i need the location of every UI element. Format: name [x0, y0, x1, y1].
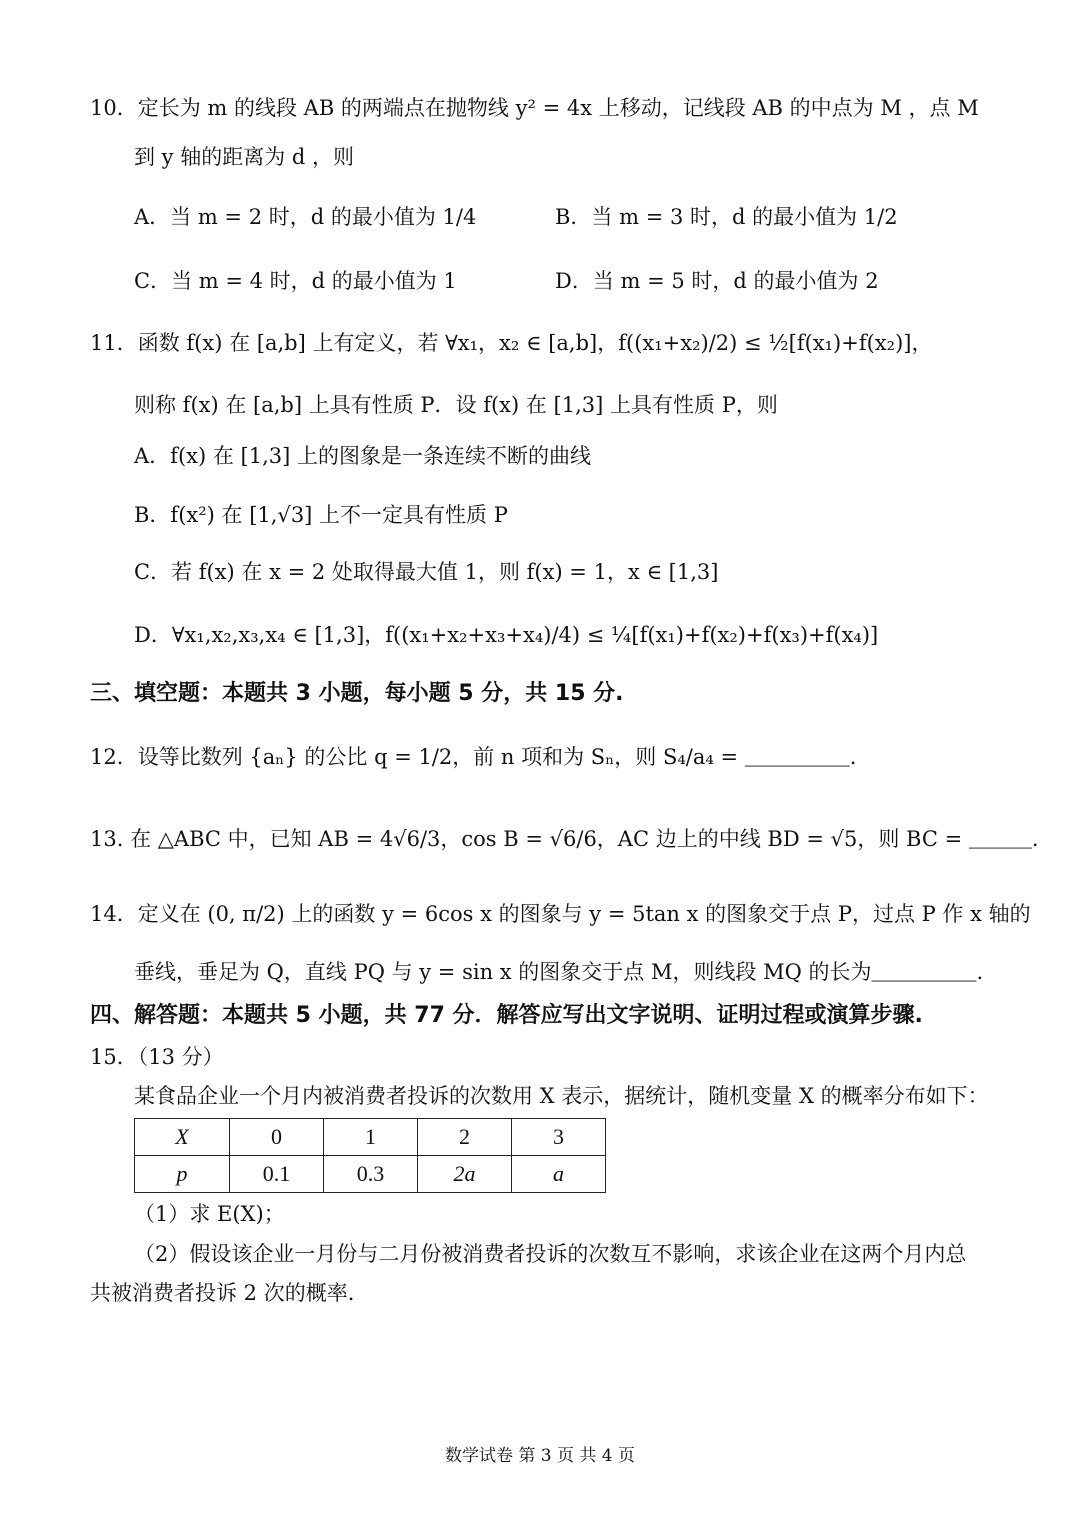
table-cell: p: [135, 1156, 230, 1193]
section-3-heading: 三、填空题：本题共 3 小题，每小题 5 分，共 15 分.: [90, 681, 624, 706]
q10-option-d: D．当 m = 5 时，d 的最小值为 2: [555, 269, 879, 293]
table-row: [135, 1119, 606, 1156]
q11-option-c: C．若 f(x) 在 x = 2 处取得最大值 1，则 f(x) = 1，x ∈ [1,3]: [134, 560, 719, 584]
q13-text: 13. 在 △ABC 中，已知 AB = 4√6/3，cos B = √6/6，AC 边上的中线 BD = √5，则 BC = ＿＿＿.: [90, 827, 1039, 851]
q11-stem-line-2: 则称 f(x) 在 [a,b] 上具有性质 P．设 f(x) 在 [1,3] 上具有性质 P，则: [134, 393, 778, 417]
q15-part-2-line-2: 共被消费者投诉 2 次的概率.: [90, 1281, 355, 1305]
table-cell: 2: [418, 1119, 512, 1156]
table-row: [135, 1156, 606, 1193]
q14-line-1: 14．定义在 (0, π/2) 上的函数 y = 6cos x 的图象与 y = 5tan x 的图象交于点 P，过点 P 作 x 轴的: [90, 902, 1031, 926]
q15-header: 15．（13 分）: [90, 1045, 224, 1069]
table-cell: 0.1: [230, 1156, 324, 1193]
q15-part-1: （1）求 E(X)；: [134, 1202, 285, 1226]
q10-option-b: B．当 m = 3 时，d 的最小值为 1/2: [555, 205, 898, 229]
q12-text: 12．设等比数列 {aₙ} 的公比 q = 1/2，前 n 项和为 Sₙ，则 S₄/a₄ = ＿＿＿＿＿.: [90, 745, 857, 769]
q10-stem-line-1: 10．定长为 m 的线段 AB 的两端点在抛物线 y² = 4x 上移动，记线段 AB 的中点为 M ，点 M: [90, 96, 979, 120]
q15-intro: 某食品企业一个月内被消费者投诉的次数用 X 表示，据统计，随机变量 X 的概率分布如下：: [134, 1084, 989, 1108]
table-cell: 2a: [418, 1156, 512, 1193]
q15-part-2-line-1: （2）假设该企业一月份与二月份被消费者投诉的次数互不影响，求该企业在这两个月内总: [134, 1242, 967, 1266]
table-cell: 3: [512, 1119, 606, 1156]
probability-distribution-table: [134, 1118, 606, 1193]
table-cell: 1: [324, 1119, 418, 1156]
q14-line-2: 垂线，垂足为 Q，直线 PQ 与 y = sin x 的图象交于点 M，则线段 MQ 的长为＿＿＿＿＿.: [134, 960, 984, 984]
q11-option-d: D．∀x₁,x₂,x₃,x₄ ∈ [1,3]，f((x₁+x₂+x₃+x₄)/4) ≤ ¼[f(x₁)+f(x₂)+f(x₃)+f(x₄)]: [134, 623, 879, 647]
q11-stem-line-1: 11．函数 f(x) 在 [a,b] 上有定义，若 ∀x₁，x₂ ∈ [a,b]，f((x₁+x₂)/2) ≤ ½[f(x₁)+f(x₂)]，: [90, 331, 933, 355]
table-cell: 0.3: [324, 1156, 418, 1193]
table-cell: X: [135, 1119, 230, 1156]
q10-option-a: A．当 m = 2 时，d 的最小值为 1/4: [134, 205, 477, 229]
q10-option-c: C．当 m = 4 时，d 的最小值为 1: [134, 269, 457, 293]
q11-option-b: B．f(x²) 在 [1,√3] 上不一定具有性质 P: [134, 503, 508, 527]
page-footer: 数学试卷 第 3 页 共 4 页: [444, 1446, 636, 1466]
q11-option-a: A．f(x) 在 [1,3] 上的图象是一条连续不断的曲线: [134, 444, 591, 468]
table-cell: a: [512, 1156, 606, 1193]
q10-stem-line-2: 到 y 轴的距离为 d ，则: [134, 145, 355, 169]
table-cell: 0: [230, 1119, 324, 1156]
section-4-heading: 四、解答题：本题共 5 小题，共 77 分．解答应写出文字说明、证明过程或演算步骤.: [90, 1003, 923, 1028]
